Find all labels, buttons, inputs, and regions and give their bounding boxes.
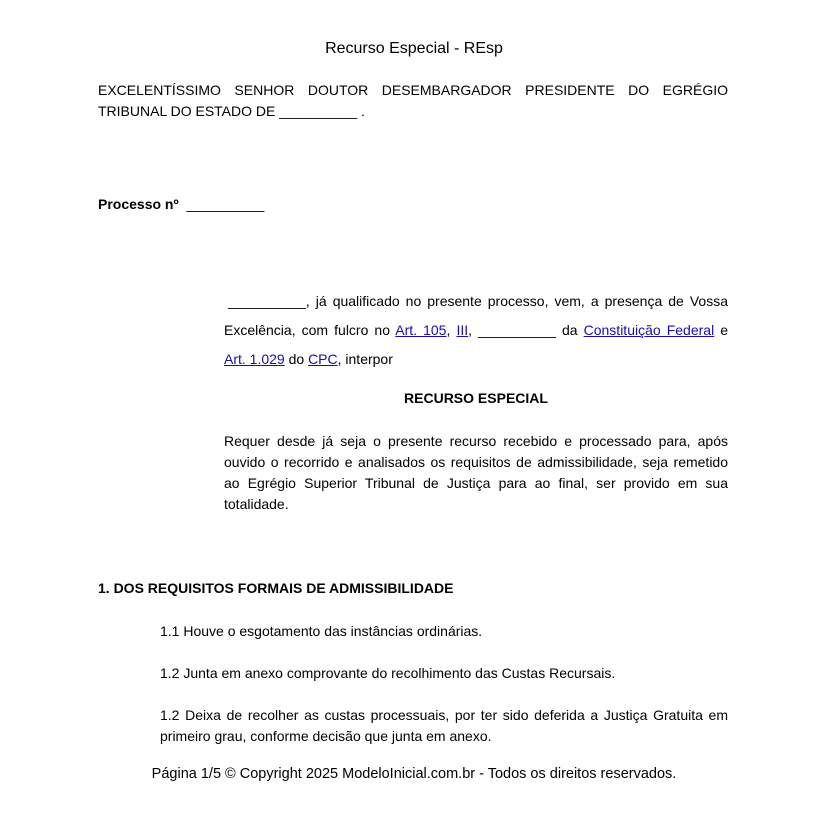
link-iii[interactable]: III	[456, 322, 469, 338]
link-art-105[interactable]: Art. 105	[395, 322, 447, 338]
link-cpc[interactable]: CPC	[308, 351, 338, 367]
intro-text-6: , interpor	[337, 351, 393, 367]
article-blank: __________	[478, 322, 556, 338]
intro-text-2: Excelência, com fulcro no	[224, 322, 396, 338]
addressee-block	[98, 80, 728, 122]
party-blank: __________	[228, 293, 306, 309]
list-item: 1.1 Houve o esgotamento das instâncias ordinárias.	[160, 623, 483, 639]
recurso-heading: RECURSO ESPECIAL	[404, 390, 548, 406]
addressee-line-2: TRIBUNAL DO ESTADO DE __________ .	[98, 103, 365, 119]
intro-text-4: e	[714, 322, 729, 338]
page-footer: Página 1/5 © Copyright 2025 ModeloInicial.com.br - Todos os direitos reservados.	[151, 766, 677, 782]
addressee-line-1: EXCELENTÍSSIMO SENHOR DOUTOR DESEMBARGADOR PRESIDENTE DO EGRÉGIO	[98, 82, 728, 98]
section-heading: 1. DOS REQUISITOS FORMAIS DE ADMISSIBILIDADE	[98, 580, 454, 596]
intro-comma-2: ,	[468, 322, 479, 338]
intro-text-3: da	[555, 322, 584, 338]
link-constituicao-federal[interactable]: Constituição Federal	[583, 322, 715, 338]
document-title: Recurso Especial - REsp	[325, 40, 503, 57]
intro-line-2	[224, 316, 728, 345]
list-item: 1.2 Junta em anexo comprovante do recolhimento das Custas Recursais.	[160, 665, 616, 681]
processo-number	[98, 196, 264, 212]
processo-blank: __________	[186, 196, 265, 212]
list-item: 1.2 Deixa de recolher as custas processuais, por ter sido deferida a Justiça Gratuita em primeiro grau, conforme decisão que junta em anexo.	[160, 707, 728, 744]
requer-paragraph: Requer desde já seja o presente recurso recebido e processado para, após ouvido o recorrido e analisados os requisitos de admissibilidade, seja remetido ao Egrégio Superior Tribunal de Justiça para ao final, ser provido em sua totalidade.	[224, 433, 728, 512]
intro-text-1: , já qualificado no presente processo, vem, a presença de Vossa	[305, 293, 728, 309]
intro-paragraph	[224, 287, 728, 374]
intro-line-3	[224, 345, 728, 374]
processo-label: Processo nº	[98, 196, 179, 212]
link-art-1029[interactable]: Art. 1.029	[224, 351, 285, 367]
intro-comma-1: ,	[446, 322, 457, 338]
intro-line-1	[224, 287, 728, 316]
intro-text-5: do	[284, 351, 309, 367]
